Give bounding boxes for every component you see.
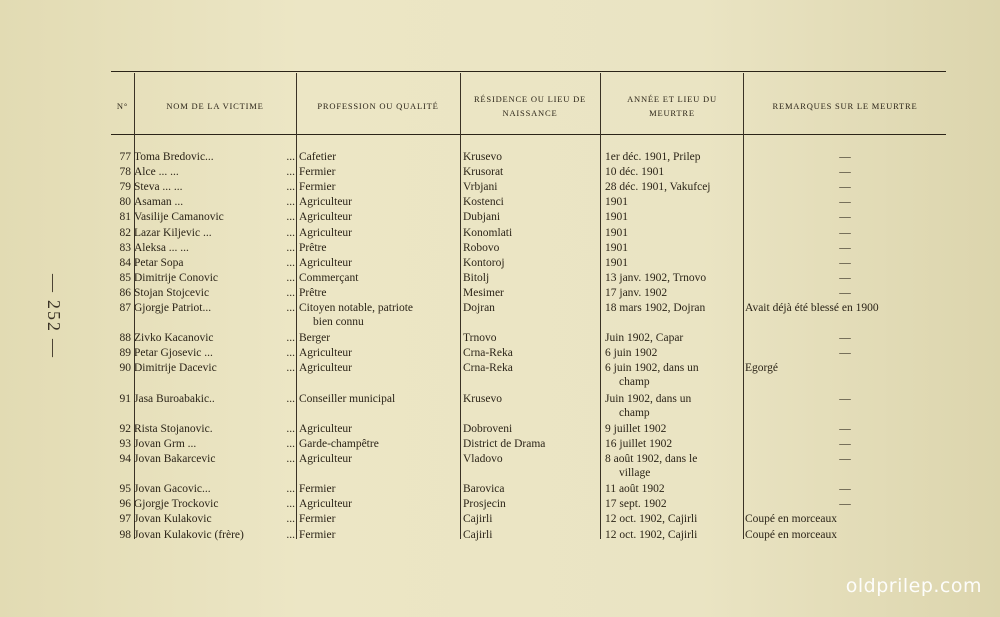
murder-date: 1901 (605, 256, 628, 269)
remark: Avait déjà été blessé en 1900 (745, 302, 879, 314)
victim-name: Jovan Kulakovic (frère) (134, 528, 244, 541)
leader-dots: ... (286, 211, 295, 224)
column-divider (296, 73, 297, 539)
row-number: 82 (119, 226, 131, 239)
remark: — (839, 211, 851, 224)
column-divider (600, 73, 601, 539)
residence: Kontoroj (463, 256, 505, 269)
residence: Dobroveni (463, 422, 513, 435)
residence: Krusevo (463, 151, 502, 163)
murder-date: 1er déc. 1901, Prilep (605, 151, 701, 163)
profession: Fermier (299, 513, 336, 526)
murder-date: 9 juillet 1902 (605, 422, 667, 435)
residence: Robovo (463, 241, 500, 254)
page-number-value: 252 (44, 300, 64, 333)
victim-name: Jovan Bakarcevic (134, 453, 216, 465)
murder-date: 1901 (605, 211, 628, 224)
remark: — (839, 181, 851, 194)
row-number: 83 (119, 241, 131, 254)
residence: Crna-Reka (463, 347, 513, 360)
residence: Bitolj (463, 271, 490, 284)
victim-name: Jasa Buroabakic.. (134, 392, 215, 405)
murder-date-cont: village (619, 467, 651, 479)
profession: Agriculteur (299, 498, 353, 511)
remark: — (839, 166, 851, 179)
row-number: 78 (119, 166, 131, 179)
profession: Fermier (299, 528, 336, 541)
residence: Cajirli (463, 528, 493, 541)
murder-date: 1901 (605, 226, 628, 239)
header-remarks: REMARQUES SUR LE MEURTRE (772, 101, 918, 112)
murder-date-cont: champ (619, 376, 650, 389)
murder-date: 10 déc. 1901 (605, 166, 665, 179)
row-number: 85 (119, 271, 131, 284)
remark: — (839, 483, 851, 496)
murder-date: 6 juin 1902, dans un (605, 362, 699, 375)
leader-dots: ... (286, 332, 295, 345)
header-name: NOM DE LA VICTIME (166, 101, 264, 112)
profession: Agriculteur (299, 422, 353, 435)
leader-dots: ... (286, 347, 295, 360)
table-top-rule (111, 71, 946, 72)
profession: Fermier (299, 483, 336, 496)
leader-dots: ... (286, 241, 295, 254)
profession: Agriculteur (299, 347, 353, 360)
leader-dots: ... (286, 422, 295, 435)
murder-date: 16 juillet 1902 (605, 437, 673, 450)
leader-dots: ... (286, 302, 295, 314)
profession: Agriculteur (299, 211, 353, 224)
leader-dots: ... (286, 271, 295, 284)
remark: — (839, 151, 851, 163)
table-header-rule (111, 134, 946, 135)
leader-dots: ... (286, 498, 295, 511)
victim-name: Petar Gjosevic ... (134, 347, 213, 360)
murder-date-cont: champ (619, 406, 650, 419)
remark: — (839, 498, 851, 511)
residence: Cajirli (463, 513, 493, 526)
murder-date: 17 janv. 1902 (605, 286, 668, 299)
murder-date: 1901 (605, 241, 628, 254)
column-divider (460, 73, 461, 539)
murder-date: 13 janv. 1902, Trnovo (605, 271, 707, 284)
murder-date: 11 août 1902 (605, 483, 665, 496)
header-profession: PROFESSION OU QUALITÉ (317, 101, 439, 112)
row-number: 77 (119, 151, 131, 163)
remark: — (839, 437, 851, 450)
victim-name: Steva ... ... (134, 181, 183, 194)
remark: — (839, 196, 851, 209)
leader-dots: ... (286, 181, 295, 194)
profession: Agriculteur (299, 453, 353, 465)
victim-name: Jovan Kulakovic (134, 513, 212, 526)
leader-dots: ... (286, 528, 295, 541)
remark: — (839, 241, 851, 254)
row-number: 95 (119, 483, 131, 496)
residence: Crna-Reka (463, 362, 513, 375)
remark: Coupé en morceaux (745, 513, 837, 526)
residence: Vladovo (463, 453, 503, 465)
residence: Dojran (463, 302, 495, 314)
row-number: 92 (119, 422, 131, 435)
victim-name: Asaman ... (134, 196, 184, 209)
residence: Dubjani (463, 211, 501, 224)
victim-name: Gjorgje Patriot... (134, 302, 212, 314)
remark: — (839, 453, 851, 465)
residence: Kostenci (463, 196, 504, 209)
row-number: 84 (119, 256, 131, 269)
residence: Vrbjani (463, 181, 498, 194)
remark: — (839, 226, 851, 239)
victim-name: Dimitrije Conovic (134, 271, 219, 284)
profession: Garde-champêtre (299, 437, 379, 450)
residence: Konomlati (463, 226, 513, 239)
leader-dots: ... (286, 256, 295, 269)
profession: Agriculteur (299, 226, 353, 239)
murder-date: 28 déc. 1901, Vakufcej (605, 181, 711, 194)
victim-name: Dimitrije Dacevic (134, 362, 217, 375)
row-number: 89 (119, 347, 131, 360)
row-number: 98 (119, 528, 131, 541)
residence: Mesimer (463, 286, 504, 299)
leader-dots: ... (286, 453, 295, 465)
profession: Agriculteur (299, 256, 353, 269)
row-number: 86 (119, 286, 131, 299)
row-number: 81 (119, 211, 131, 224)
profession: Agriculteur (299, 196, 353, 209)
remark: — (839, 347, 851, 360)
profession: Berger (299, 332, 331, 345)
row-number: 88 (119, 332, 131, 345)
leader-dots: ... (286, 196, 295, 209)
remark: — (839, 256, 851, 269)
residence: Barovica (463, 483, 505, 496)
profession: Conseiller municipal (299, 392, 396, 405)
remark: — (839, 422, 851, 435)
victim-name: Jovan Grm ... (134, 437, 197, 450)
victim-name: Petar Sopa (134, 256, 184, 269)
row-number: 79 (119, 181, 131, 194)
leader-dots: ... (286, 392, 295, 405)
murder-date: Juin 1902, dans un (605, 392, 692, 405)
profession: Citoyen notable, patriote (299, 302, 414, 314)
header-year: ANNÉE ET LIEU DU MEURTRE (627, 94, 717, 118)
murder-date: 8 août 1902, dans le (605, 453, 698, 465)
leader-dots: ... (286, 226, 295, 239)
row-number: 94 (119, 453, 131, 465)
murder-date: 1901 (605, 196, 628, 209)
row-number: 96 (119, 498, 131, 511)
remark: — (839, 271, 851, 284)
row-number: 91 (119, 392, 131, 405)
leader-dots: ... (286, 483, 295, 496)
leader-dots: ... (286, 286, 295, 299)
victim-name: Rista Stojanovic. (134, 422, 213, 435)
row-number: 80 (119, 196, 131, 209)
row-number: 90 (119, 362, 131, 375)
victim-name: Stojan Stojcevic (134, 286, 210, 299)
leader-dots: ... (286, 437, 295, 450)
profession: Agriculteur (299, 362, 353, 375)
remark: — (839, 332, 851, 345)
leader-dots: ... (286, 166, 295, 179)
residence: Prosjecin (463, 498, 506, 511)
profession: Fermier (299, 181, 336, 194)
profession-cont: bien connu (313, 316, 364, 328)
remark: Coupé en morceaux (745, 528, 837, 541)
profession: Prêtre (299, 286, 327, 299)
residence: Krusorat (463, 166, 504, 179)
header-no: N° (116, 101, 129, 112)
victim-name: Lazar Kiljevic ... (134, 226, 212, 239)
victim-name: Jovan Gacovic... (134, 483, 211, 496)
victim-name: Toma Bredovic... (134, 151, 214, 163)
remark: — (839, 392, 851, 405)
residence: Krusevo (463, 392, 502, 405)
remark: Egorgé (745, 362, 779, 375)
murder-date: 6 juin 1902 (605, 347, 658, 360)
leader-dots: ... (286, 151, 295, 163)
profession: Prêtre (299, 241, 327, 254)
row-number: 97 (119, 513, 131, 526)
murder-date: Juin 1902, Capar (605, 332, 684, 345)
profession: Fermier (299, 166, 336, 179)
leader-dots: ... (286, 513, 295, 526)
victim-name: Vasilije Camanovic (134, 211, 224, 224)
page-number: —252— (44, 274, 64, 359)
profession: Commerçant (299, 271, 359, 284)
profession: Cafetier (299, 151, 337, 163)
residence: District de Drama (463, 437, 546, 450)
victim-name: Aleksa ... ... (134, 241, 189, 254)
remark: — (839, 286, 851, 299)
row-number: 93 (119, 437, 131, 450)
murder-date: 18 mars 1902, Dojran (605, 302, 706, 314)
murder-date: 12 oct. 1902, Cajirli (605, 513, 698, 526)
murder-date: 17 sept. 1902 (605, 498, 667, 511)
victim-name: Alce ... ... (134, 166, 179, 179)
row-number: 87 (119, 302, 131, 314)
watermark: oldprilep.com (845, 575, 982, 597)
victim-name: Zivko Kacanovic (134, 332, 214, 345)
leader-dots: ... (286, 362, 295, 375)
victim-name: Gjorgje Trockovic (134, 498, 219, 511)
murder-date: 12 oct. 1902, Cajirli (605, 528, 698, 541)
residence: Trnovo (463, 332, 497, 345)
header-residence: RÉSIDENCE OU LIEU DE NAISSANCE (473, 94, 587, 118)
